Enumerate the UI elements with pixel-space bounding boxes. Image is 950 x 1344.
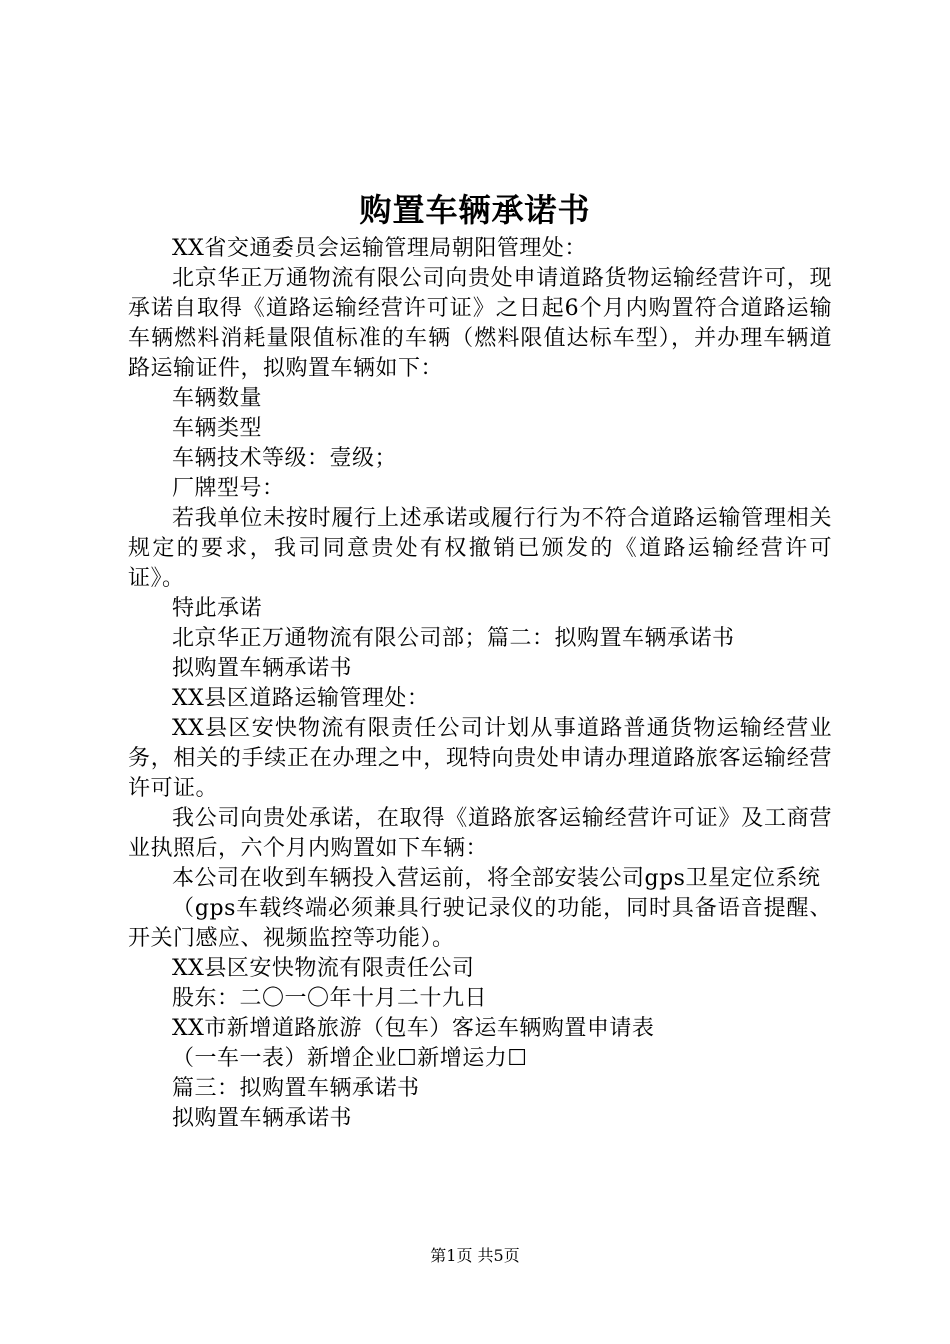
paragraph: XX县区安快物流有限责任公司 (172, 956, 475, 981)
paragraph: （gps车载终端必须兼具行驶记录仪的功能，同时具备语音提醒、开关门感应、视频监控等功能）。 (128, 896, 832, 951)
paragraph: XX省交通委员会运输管理局朝阳管理处： (172, 236, 587, 261)
paragraph: 厂牌型号： (172, 476, 285, 501)
document-body (128, 234, 832, 1134)
paragraph: 车辆数量 (172, 386, 263, 411)
paragraph: XX县区道路运输管理处： (172, 686, 430, 711)
paragraph: 篇三：拟购置车辆承诺书 (172, 1076, 420, 1101)
paragraph: 拟购置车辆承诺书 (172, 656, 353, 681)
paragraph: 北京华正万通物流有限公司向贵处申请道路货物运输经营许可，现承诺自取得《道路运输经营许可证》之日起6个月内购置符合道路运输车辆燃料消耗量限值标准的车辆（燃料限值达标车型），并办理车辆道路运输证件，拟购置车辆如下： (128, 266, 832, 381)
paragraph: （一车一表）新增企业☐新增运力☐ (172, 1046, 528, 1071)
document-title: 购置车辆承诺书 (359, 191, 591, 229)
paragraph: XX县区安快物流有限责任公司计划从事道路普通货物运输经营业务，相关的手续正在办理之中，现特向贵处申请办理道路旅客运输经营许可证。 (128, 716, 832, 801)
paragraph: 车辆类型 (172, 416, 263, 441)
paragraph: 拟购置车辆承诺书 (172, 1106, 353, 1131)
paragraph: 车辆技术等级：壹级； (172, 446, 398, 471)
paragraph: 本公司在收到车辆投入营运前，将全部安装公司gps卫星定位系统 (172, 866, 821, 891)
paragraph: 股东：二〇一〇年十月二十九日 (172, 986, 488, 1011)
paragraph: XX市新增道路旅游（包车）客运车辆购置申请表 (172, 1016, 655, 1041)
paragraph: 特此承诺 (172, 596, 263, 621)
page-indicator: 第1页 共5页 (430, 1246, 520, 1265)
paragraph: 北京华正万通物流有限公司部；篇二：拟购置车辆承诺书 (172, 626, 735, 651)
paragraph: 我公司向贵处承诺，在取得《道路旅客运输经营许可证》及工商营业执照后，六个月内购置如下车辆： (128, 806, 832, 861)
paragraph: 若我单位未按时履行上述承诺或履行行为不符合道路运输管理相关规定的要求，我司同意贵处有权撤销已颁发的《道路运输经营许可证》。 (128, 506, 832, 591)
